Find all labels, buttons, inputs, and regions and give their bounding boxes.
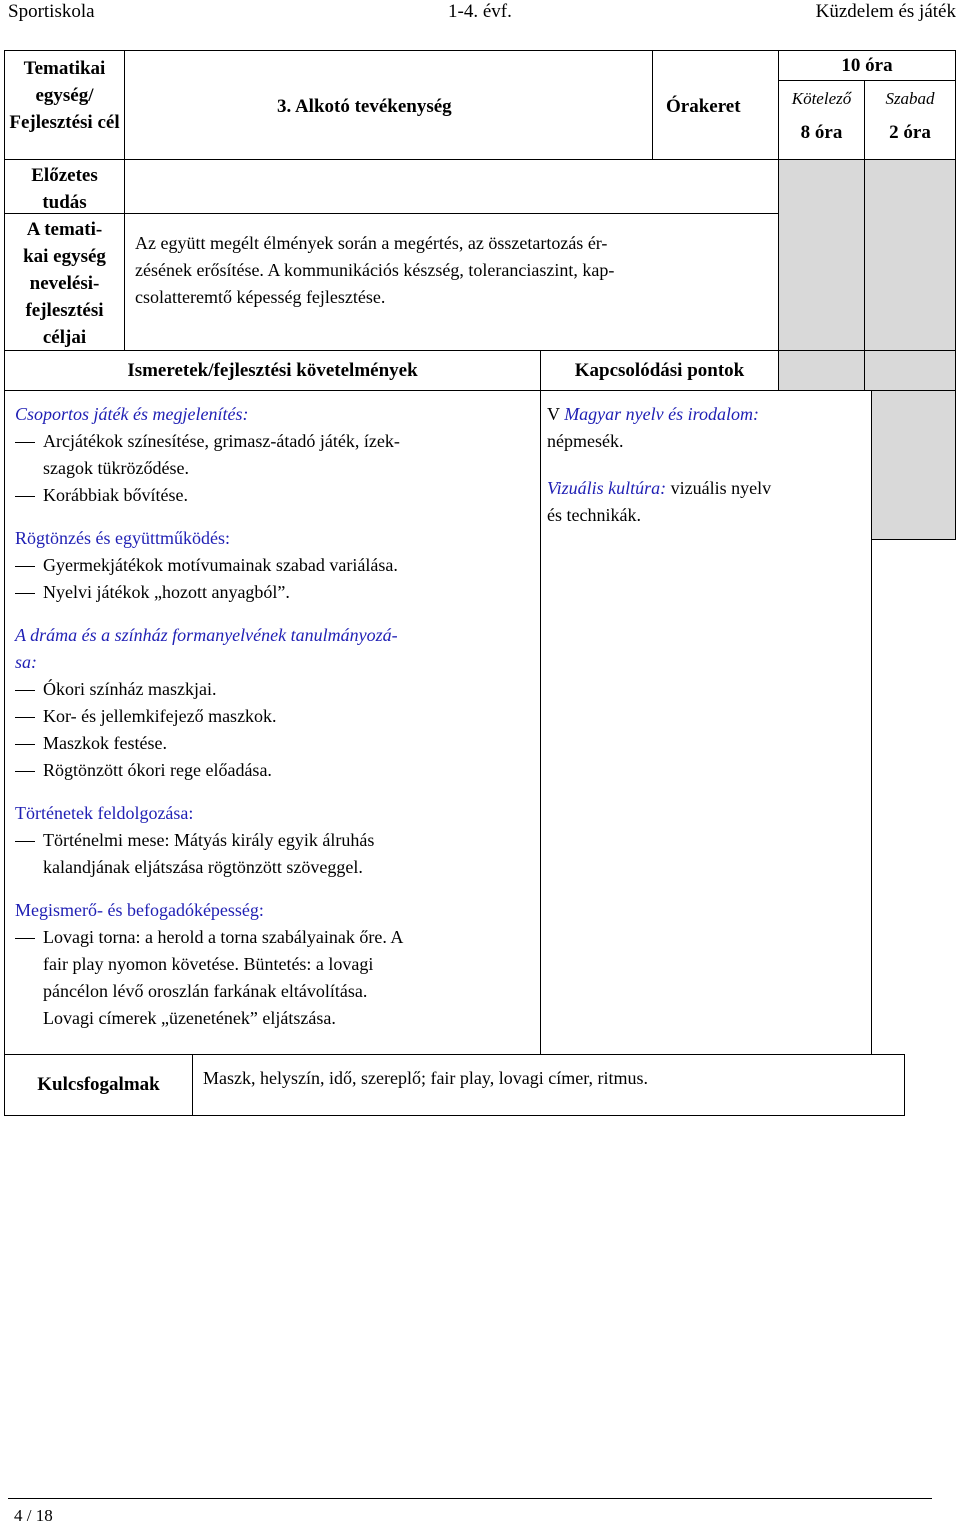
list-item: Lovagi torna: a herold a torna szabályainak őre. A fair play nyomon követése. Büntetés: a lovagi páncélon lévő oroszlán farkának eltávolítása. Lovagi címerek „üzenetének” eljátszása.	[15, 924, 530, 1032]
szabad-cell	[864, 80, 956, 160]
szabad-hours: 2 óra	[889, 122, 931, 143]
total-hours: 10 óra	[841, 55, 893, 76]
header-right: Küzdelem és játék	[815, 1, 956, 22]
section-title: Megismerő- és befogadóképesség:	[15, 900, 264, 920]
list-item: Korábbiak bővítése.	[15, 482, 530, 509]
list-item: Történelmi mese: Mátyás király egyik álruhás kalandjának eljátszása rögtönzött szöveggel.	[15, 827, 530, 881]
connection-text: és technikák.	[547, 505, 641, 525]
section-title: Rögtönzés és együttműködés:	[15, 528, 230, 548]
connection-subject: Vizuális kultúra:	[547, 478, 667, 498]
list-item: Gyermekjátékok motívumainak szabad variálása.	[15, 552, 530, 579]
connection-text: vizuális nyelv	[666, 478, 772, 498]
connection-subject: Magyar nyelv és irodalom:	[564, 404, 759, 424]
szabad-label: Szabad	[885, 89, 935, 108]
unit-label-cell	[4, 50, 125, 160]
prior-label-cell	[4, 159, 125, 214]
section	[15, 401, 530, 509]
footer-rule	[8, 1498, 932, 1499]
requirements-heading-cell	[4, 350, 541, 391]
keywords-label-cell	[4, 1054, 193, 1116]
prior-content-cell	[124, 159, 779, 214]
orakeret-cell	[652, 50, 779, 160]
requirements-heading: Ismeretek/fejlesztési követelmények	[127, 360, 418, 381]
goals-content-cell	[124, 213, 779, 351]
goals-label: A temati- kai egység nevelési- fejlesztési céljai	[23, 219, 106, 348]
section-title: Történetek feldolgozása:	[15, 803, 194, 823]
kotelezo-cell	[778, 80, 865, 160]
section-title: Csoportos játék és megjelenítés:	[15, 404, 249, 424]
kotelezo-label: Kötelező	[791, 89, 852, 108]
gray-cell	[871, 390, 956, 540]
section	[15, 800, 530, 881]
gray-cell	[864, 159, 956, 351]
connections-cell	[540, 390, 872, 1055]
prior-label: Előzetes tudás	[31, 165, 98, 213]
section	[15, 525, 530, 606]
list-item: Maszkok festése.	[15, 730, 530, 757]
connections-heading-cell	[540, 350, 779, 391]
list-item: Kor- és jellemkifejező maszkok.	[15, 703, 530, 730]
connection-prefix: V	[547, 404, 565, 424]
orakeret-label: Órakeret	[666, 96, 741, 117]
page-number: 4 / 18	[14, 1506, 53, 1525]
connection-text: népmesék.	[547, 431, 624, 451]
header-left: Sportiskola	[8, 1, 95, 22]
goals-text: Az együtt megélt élmények során a megértés, az összetartozás ér- zésének erősítése. A kommunikációs készség, toleranciaszint, kap- csolatteremtő képesség fejlesztése.	[135, 233, 615, 307]
keywords-text: Maszk, helyszín, idő, szereplő; fair play, lovagi címer, ritmus.	[203, 1068, 648, 1088]
gray-cell	[864, 350, 956, 391]
section-title: A dráma és a színház formanyelvének tanulmányozá- sa:	[15, 625, 398, 672]
requirements-cell	[4, 390, 541, 1055]
kotelezo-hours: 8 óra	[800, 122, 843, 143]
section	[15, 622, 530, 784]
connection-item	[547, 475, 865, 529]
gray-cell	[778, 159, 865, 351]
header-center: 1-4. évf.	[448, 1, 512, 22]
connections-list	[541, 391, 871, 529]
requirements-list	[5, 391, 540, 1032]
unit-title: 3. Alkotó tevékenység	[277, 96, 452, 117]
list-item: Arcjátékok színesítése, grimasz-átadó játék, ízek- szagok tükröződése.	[15, 428, 530, 482]
list-item: Rögtönzött ókori rege előadása.	[15, 757, 530, 784]
connection-item	[547, 401, 865, 455]
list-item: Nyelvi játékok „hozott anyagból”.	[15, 579, 530, 606]
connections-heading: Kapcsolódási pontok	[574, 360, 745, 381]
unit-label: Tematikai egység/ Fejlesztési cél	[9, 58, 120, 133]
unit-title-cell	[124, 50, 653, 160]
goals-label-cell	[4, 213, 125, 351]
list-item: Ókori színház maszkjai.	[15, 676, 530, 703]
keywords-text-cell	[192, 1054, 905, 1116]
total-hours-cell	[778, 50, 956, 81]
gray-cell	[778, 350, 865, 391]
section	[15, 897, 530, 1032]
keywords-label: Kulcsfogalmak	[37, 1074, 160, 1095]
